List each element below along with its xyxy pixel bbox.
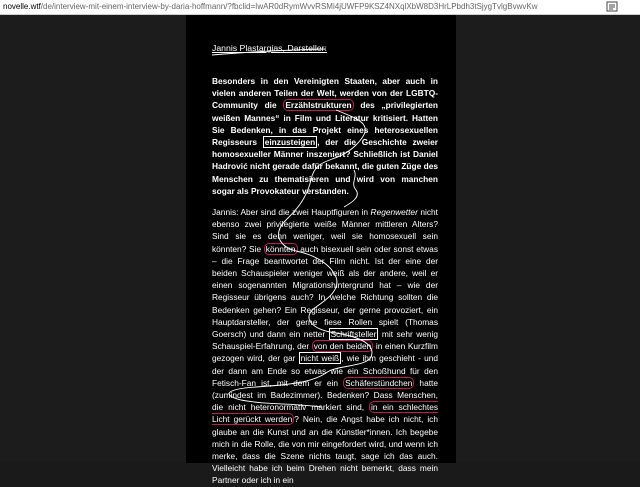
address-bar[interactable]: [0, 0, 640, 15]
highlight-koennten: könnten: [265, 243, 296, 254]
url-domain: novelle.wtf: [3, 2, 41, 11]
answer-text-4: mit sehr wenig Schauspiel-Erfahrung, der: [212, 329, 438, 352]
answer-text-3: auch bisexuell sein oder sonst etwas – die Frage beantwortet der Film nicht. Ist der eine der beiden Schauspieler weniger weiß als der andere, weil er einen sogenannten Migrationshintergrund hat – wie der Regisseur übrigens auch? In welche Richtung sollten die Bedenken gehen? Ein Regisseur, der gerne provoziert, ein Hauptdarsteller, der gerne fiese Rollen spielt (Thomas Goersch) und dann ein netter: [212, 243, 438, 340]
highlight-erzaehlstrukturen: Erzählstrukturen: [285, 100, 352, 111]
interview-question: [212, 75, 438, 197]
highlight-schaeferstuendchen: Schäferstündchen: [345, 377, 413, 388]
reader-view-icon[interactable]: [606, 1, 618, 12]
url-path: /de/interview-mit-einem-interview-by-daria-hoffmann/?fbclid=IwAR0dRymWvvRSMi4jUWFP9KSZ4NXqlXbW8D3HrLPbdh3tSjygTvlgBvwvKw: [40, 2, 538, 11]
boxed-nicht-weiss: nicht weiß: [300, 353, 340, 364]
interview-answer: [212, 206, 438, 487]
answer-text-2: nicht ebenso zwei privilegierte weiße Männer mittleren Alters? Sind sie es denn weniger, weil sie homosexuell sein könnten? Sie: [212, 207, 438, 254]
url-text[interactable]: [3, 0, 593, 14]
question-text-3: , der die Geschichte zweier homosexueller Männer inszeniert? Schließlich ist Daniel Hadrović nicht gerade dafür bekannt, die guten Züge des Menschen zu thematisieren und wird von manchen sogar als Provokateur verstanden.: [212, 137, 438, 196]
speaker-label: Jannis Plastargias, Darsteller:: [212, 43, 327, 53]
film-title: Regenwetter: [370, 207, 418, 217]
boxed-einzusteigen: einzusteigen: [264, 137, 316, 148]
boxed-schriftsteller: Schriftsteller: [330, 329, 377, 340]
answer-text-1: Jannis: Aber sind die zwei Hauptfiguren in: [212, 207, 371, 217]
answer-text-6: , wie ihm geschieht - und der dann am Ende so etwas wie ein Schoßhund für den Fetisch-Fan ist, mit dem er ein: [212, 353, 439, 388]
answer-text-5: in einen Kurzfilm gezogen wird, der gar: [212, 341, 438, 364]
highlight-von-den-beiden: von den beiden: [313, 341, 372, 352]
answer-text-8: ? Nein, die Angst habe ich nicht, ich glaube an die Kunst und an die Künstler*innen. Ich begebe mich in die Rolle, die von mir eingefordert wird, und wenn ich merke, dass die Szene nichts taugt, sage ich das auch. Vielleicht habe ich beim Drehen nicht bemerkt, dass mein Partner oder ich in ein: [212, 414, 438, 486]
document-page: [186, 15, 456, 486]
question-text-2: des „privilegierten weißen Mannes“ in Film und Literatur kritisiert. Hatten Sie Bedenken, in das Projekt eines heterosexuellen Regisseurs: [212, 100, 438, 148]
answer-text-7: hatte (zumindest im Badezimmer). Bedenken? Dass Menschen, die nicht heteronormativ markiert sind,: [212, 377, 438, 413]
highlight-schlechtes-licht: in ein schlechtes Licht gerückt werden: [212, 402, 439, 425]
question-text-1: Besonders in den Vereinigten Staaten, aber auch in vielen anderen Teilen der Welt, werden von der LGBTQ-Community die: [212, 76, 438, 111]
